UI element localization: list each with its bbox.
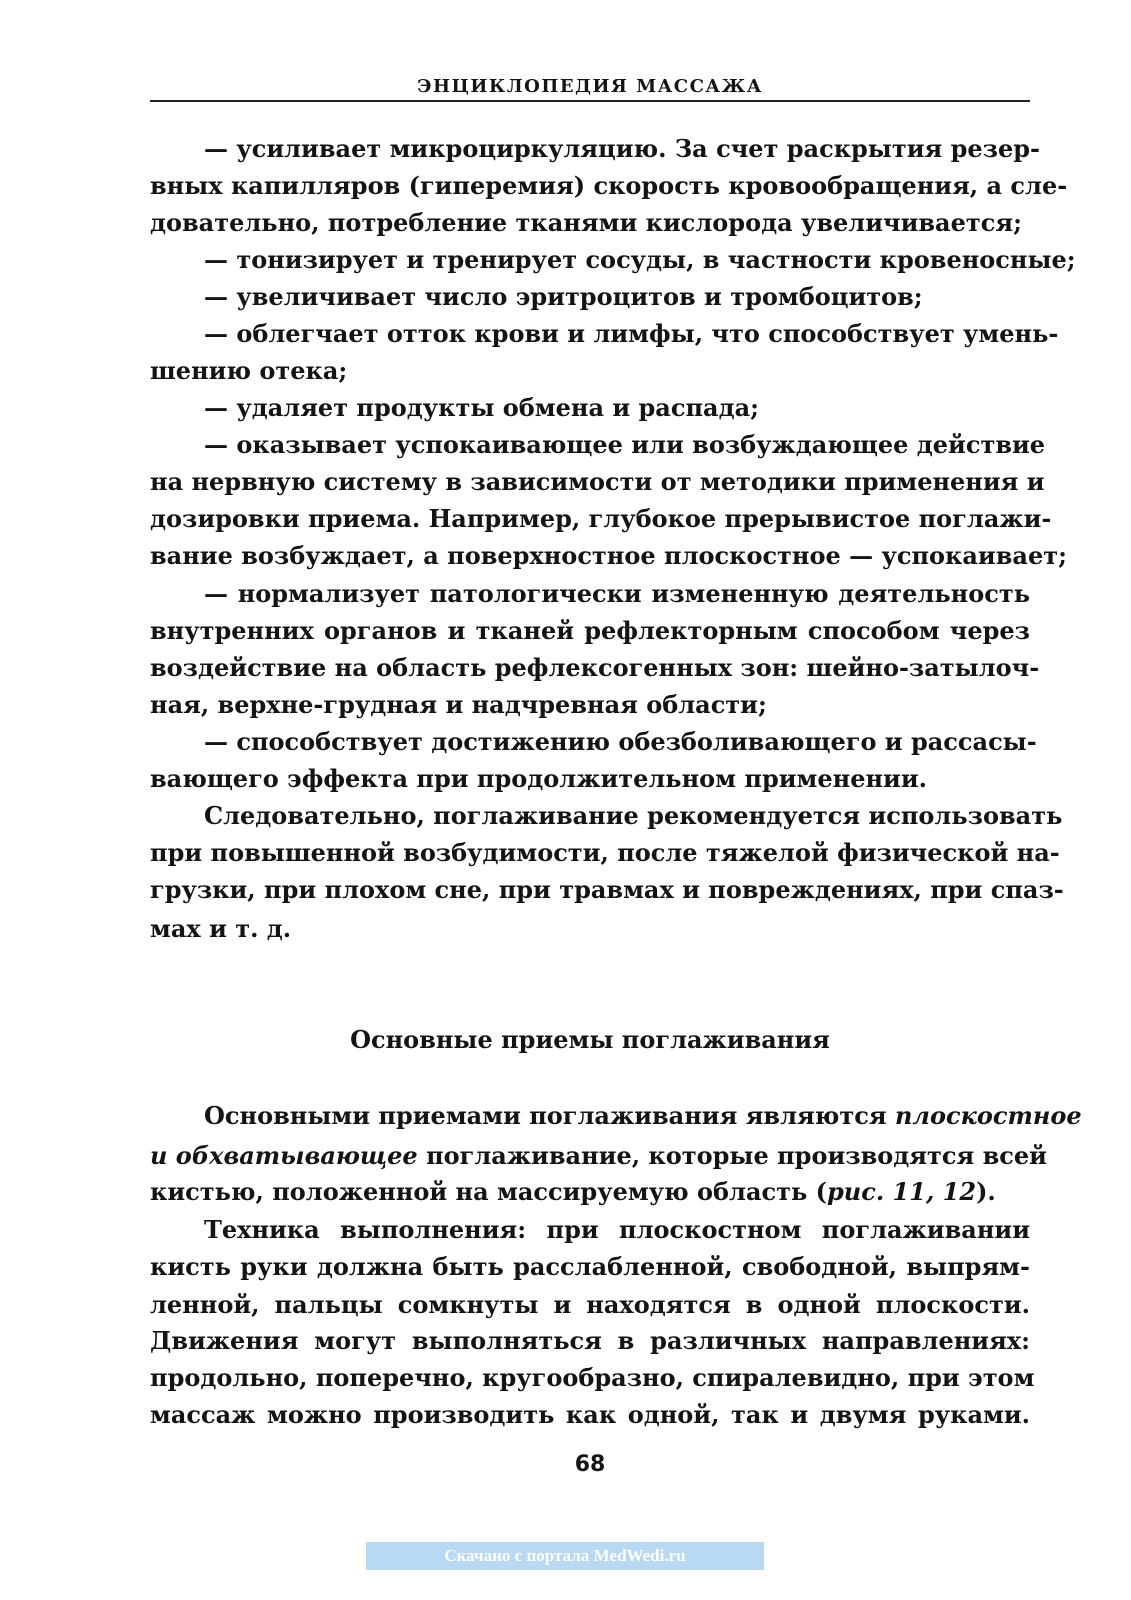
text-line: Движения могут выполняться в различных направлениях: <box>150 1326 1030 1355</box>
text-line: — нормализует патологически измененную деятельность <box>204 579 1030 608</box>
text-line: вных капилляров (гиперемия) скорость кровообращения, а сле- <box>150 171 1068 200</box>
text-line: Техника выполнения: при плоскостном поглаживании <box>204 1215 1030 1244</box>
text-line: дозировки приема. Например, глубокое прерывистое поглажи- <box>150 504 1052 533</box>
text-line <box>150 1174 1030 1210</box>
text-line: продольно, поперечно, кругообразно, спиралевидно, при этом <box>150 1363 1035 1392</box>
text-line: вающего эффекта при продолжительном применении. <box>150 764 927 793</box>
text-line: ленной, пальцы сомкнуты и находятся в одной плоскости. <box>150 1290 1030 1319</box>
text-line: грузки, при плохом сне, при травмах и повреждениях, при спаз- <box>150 875 1064 904</box>
text-line: мах и т. д. <box>150 914 292 943</box>
text-span: Основными приемами поглаживания являются <box>204 1101 887 1130</box>
text-span: кистью, положенной на массируемую область ( <box>150 1177 827 1206</box>
text-line: — усиливает микроциркуляцию. За счет раскрытия резер- <box>204 134 1041 163</box>
text-line: — тонизирует и тренирует сосуды, в частности кровеносные; <box>204 245 1076 274</box>
section-heading: Основные приемы поглаживания <box>350 1025 830 1054</box>
text-line: при повышенной возбудимости, после тяжелой физической на- <box>150 838 1060 867</box>
text-line: ная, верхне-грудная и надчревная области; <box>150 690 767 719</box>
text-line: — увеличивает число эритроцитов и тромбоцитов; <box>204 282 923 311</box>
text-line: кисть руки должна быть расслабленной, свободной, выпрям- <box>150 1252 1030 1281</box>
text-line <box>150 1138 1047 1174</box>
italic-term: и обхватывающее <box>150 1141 418 1170</box>
italic-term: плоскостное <box>894 1101 1082 1130</box>
text-line: довательно, потребление тканями кислорода увеличивается; <box>150 208 1022 237</box>
text-line: Следовательно, поглаживание рекомендуется использовать <box>204 801 1063 830</box>
text-line: вание возбуждает, а поверхностное плоскостное — успокаивает; <box>150 541 1067 570</box>
text-span: ). <box>976 1177 996 1206</box>
text-line <box>204 1098 1082 1134</box>
watermark-banner: Скачано с портала MedWedi.ru <box>366 1542 764 1570</box>
text-line: внутренних органов и тканей рефлекторным способом через <box>150 616 1030 645</box>
text-line: — удаляет продукты обмена и распада; <box>204 393 759 422</box>
text-line: шению отека; <box>150 356 348 385</box>
text-span: поглаживание, которые производятся всей <box>426 1141 1047 1170</box>
running-header: ЭНЦИКЛОПЕДИЯ МАССАЖА <box>417 76 763 97</box>
text-line: — облегчает отток крови и лимфы, что способствует умень- <box>204 319 1059 348</box>
text-line: воздействие на область рефлексогенных зон: шейно-затылоч- <box>150 653 1040 682</box>
text-line: — оказывает успокаивающее или возбуждающее действие <box>204 430 1046 459</box>
header-rule <box>150 100 1030 102</box>
figure-reference: рис. 11, 12 <box>827 1177 977 1206</box>
text-line: массаж можно производить как одной, так и двумя руками. <box>150 1400 1030 1429</box>
text-line: — способствует достижению обезболивающего и рассасы- <box>204 727 1037 756</box>
text-line: на нервную систему в зависимости от методики применения и <box>150 467 1045 496</box>
page-number: 68 <box>574 1452 606 1477</box>
